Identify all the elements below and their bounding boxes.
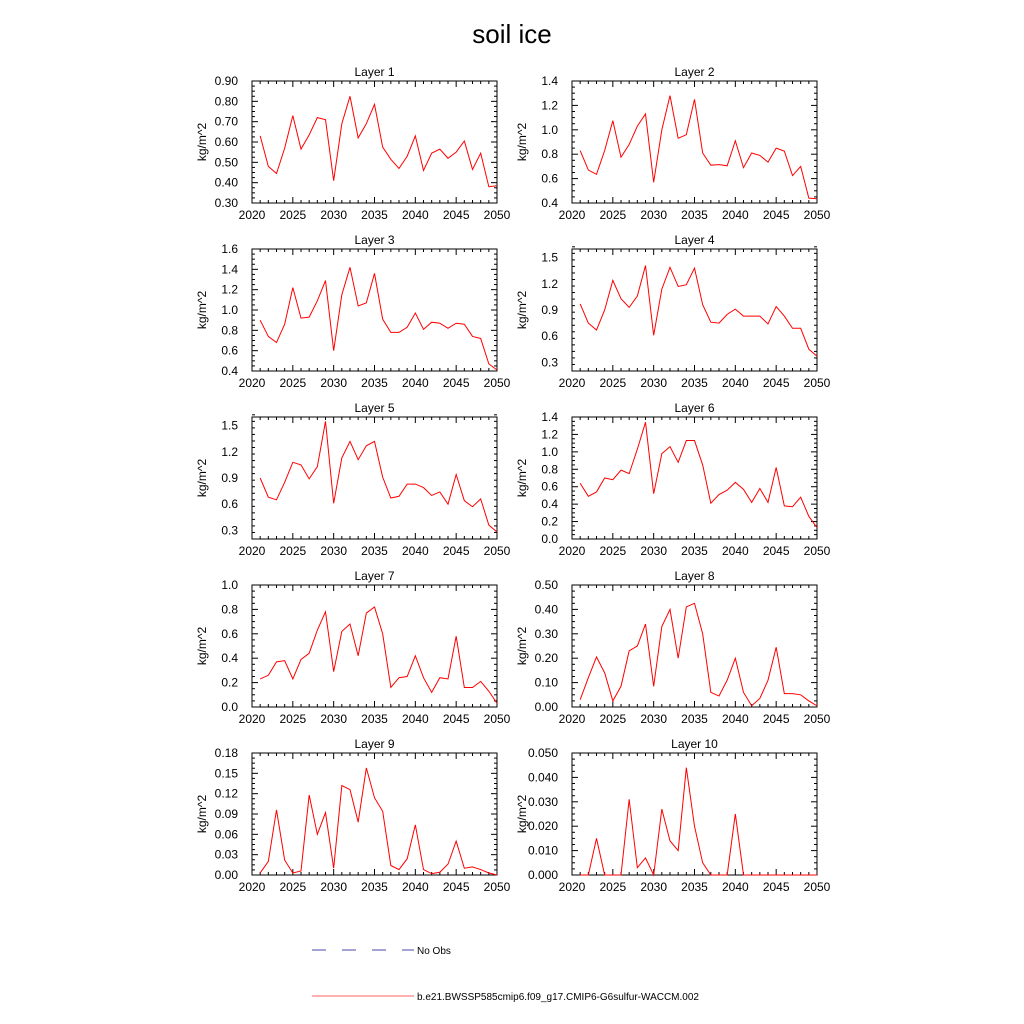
x-tick-label: 2050 — [803, 376, 831, 390]
panel-title: Layer 10 — [671, 737, 718, 751]
y-tick-label: 0.70 — [214, 114, 238, 129]
x-tick-label: 2030 — [320, 208, 348, 222]
y-tick-label: 0.3 — [221, 523, 238, 538]
x-tick-label: 2045 — [442, 544, 470, 558]
series-line — [260, 267, 497, 370]
x-tick-label: 2030 — [640, 208, 668, 222]
figure-title: soil ice — [472, 19, 552, 49]
plot-frame — [572, 753, 817, 875]
y-tick-label: 1.2 — [541, 427, 558, 442]
x-tick-label: 2025 — [599, 880, 627, 894]
x-tick-label: 2035 — [361, 376, 388, 390]
y-axis-label: kg/m^2 — [515, 290, 529, 330]
y-tick-label: 0.6 — [541, 479, 558, 494]
x-tick-label: 2030 — [640, 712, 668, 726]
legend — [312, 946, 699, 1003]
plot-frame — [572, 417, 817, 539]
y-tick-label: 0.2 — [221, 675, 238, 690]
series-line — [260, 96, 497, 186]
y-tick-label: 0.60 — [214, 135, 238, 149]
x-tick-label: 2020 — [558, 712, 586, 726]
y-tick-label: 0.4 — [221, 651, 238, 666]
y-tick-label: 0.30 — [534, 626, 558, 641]
y-tick-label: 0.030 — [527, 794, 558, 809]
x-tick-label: 2030 — [640, 376, 668, 390]
y-tick-label: 1.6 — [221, 242, 238, 256]
y-tick-label: 1.2 — [221, 282, 238, 297]
legend-model-label: b.e21.BWSSP585cmip6.f09_g17.CMIP6-G6sulfur-WACCM.002 — [417, 992, 699, 1003]
y-tick-label: 1.2 — [221, 444, 238, 459]
x-tick-label: 2050 — [803, 544, 831, 558]
panel-title: Layer 1 — [354, 65, 395, 79]
x-tick-label: 2020 — [238, 544, 266, 558]
y-axis-label: kg/m^2 — [515, 122, 529, 162]
y-tick-label: 1.0 — [221, 303, 238, 317]
x-tick-label: 2050 — [483, 880, 511, 894]
y-tick-label: 0.30 — [214, 196, 238, 210]
y-tick-label: 0.3 — [541, 355, 558, 370]
x-tick-label: 2020 — [238, 880, 266, 894]
y-tick-label: 1.2 — [541, 276, 558, 291]
y-tick-label: 0.20 — [534, 651, 558, 666]
y-tick-label: 0.40 — [214, 175, 238, 190]
legend-obs-label: No Obs — [417, 946, 451, 957]
x-tick-label: 2030 — [640, 880, 668, 894]
y-tick-label: 0.0 — [221, 700, 238, 714]
x-tick-label: 2045 — [762, 544, 790, 558]
x-tick-label: 2025 — [279, 376, 307, 390]
panel-layer-9 — [195, 737, 511, 894]
x-tick-label: 2050 — [803, 712, 831, 726]
x-tick-label: 2050 — [483, 208, 511, 222]
y-tick-label: 0.8 — [221, 323, 238, 338]
x-tick-label: 2035 — [681, 376, 708, 390]
y-tick-label: 0.90 — [214, 74, 238, 88]
series-line — [260, 421, 497, 532]
x-tick-label: 2045 — [442, 880, 470, 894]
x-tick-label: 2035 — [681, 544, 708, 558]
plot-frame — [252, 585, 497, 707]
series-line — [580, 768, 817, 875]
y-tick-label: 1.4 — [541, 74, 558, 88]
y-tick-label: 0.03 — [214, 847, 238, 862]
x-tick-label: 2020 — [558, 544, 586, 558]
y-tick-label: 0.6 — [221, 626, 238, 641]
x-tick-label: 2030 — [320, 880, 348, 894]
panel-layer-7 — [195, 569, 511, 726]
panel-title: Layer 2 — [674, 65, 715, 79]
panel-title: Layer 6 — [674, 401, 715, 415]
x-tick-label: 2030 — [640, 544, 668, 558]
series-line — [260, 607, 497, 703]
y-tick-label: 1.5 — [221, 418, 238, 433]
y-axis-label: kg/m^2 — [195, 794, 209, 834]
panel-layer-3 — [195, 233, 511, 390]
series-line — [580, 266, 817, 357]
x-tick-label: 2040 — [721, 712, 749, 726]
x-tick-label: 2025 — [279, 544, 307, 558]
x-tick-label: 2040 — [401, 712, 429, 726]
y-tick-label: 0.6 — [221, 497, 238, 512]
x-tick-label: 2050 — [803, 880, 831, 894]
y-axis-label: kg/m^2 — [195, 122, 209, 162]
x-tick-label: 2020 — [238, 376, 266, 390]
x-tick-label: 2035 — [361, 880, 388, 894]
x-tick-label: 2040 — [401, 208, 429, 222]
y-tick-label: 0.4 — [221, 364, 238, 378]
panel-layer-5 — [195, 401, 511, 558]
panel-layer-8 — [515, 569, 831, 726]
y-tick-label: 0.010 — [527, 843, 558, 858]
y-axis-label: kg/m^2 — [515, 626, 529, 666]
x-tick-label: 2050 — [483, 376, 511, 390]
series-line — [580, 96, 817, 199]
y-tick-label: 0.8 — [221, 602, 238, 617]
x-tick-label: 2050 — [483, 544, 511, 558]
panel-layer-1 — [195, 65, 511, 222]
y-axis-label: kg/m^2 — [195, 626, 209, 666]
plot-frame — [252, 417, 497, 539]
y-tick-label: 0.2 — [541, 514, 558, 529]
panels-grid — [195, 65, 831, 894]
x-tick-label: 2030 — [320, 712, 348, 726]
series-line — [580, 422, 817, 527]
y-tick-label: 0.9 — [221, 471, 238, 485]
panel-layer-6 — [515, 401, 831, 558]
y-tick-label: 0.15 — [214, 766, 238, 781]
x-tick-label: 2050 — [483, 712, 511, 726]
x-tick-label: 2040 — [721, 880, 749, 894]
x-tick-label: 2035 — [681, 880, 708, 894]
y-tick-label: 0.00 — [214, 868, 238, 882]
x-tick-label: 2040 — [721, 376, 749, 390]
y-tick-label: 0.0 — [541, 532, 558, 546]
x-tick-label: 2020 — [238, 712, 266, 726]
x-tick-label: 2025 — [599, 544, 627, 558]
x-tick-label: 2040 — [401, 880, 429, 894]
y-axis-label: kg/m^2 — [195, 458, 209, 498]
panel-title: Layer 4 — [674, 233, 715, 247]
y-tick-label: 1.4 — [541, 410, 558, 424]
y-tick-label: 1.4 — [221, 262, 238, 277]
x-tick-label: 2045 — [442, 376, 470, 390]
y-tick-label: 1.2 — [541, 98, 558, 113]
x-tick-label: 2035 — [681, 208, 708, 222]
series-line — [260, 768, 497, 875]
panel-title: Layer 3 — [354, 233, 395, 247]
y-tick-label: 0.00 — [534, 700, 558, 714]
x-tick-label: 2040 — [401, 544, 429, 558]
x-tick-label: 2040 — [721, 544, 749, 558]
y-tick-label: 0.50 — [214, 155, 238, 170]
x-tick-label: 2035 — [361, 544, 388, 558]
y-tick-label: 0.8 — [541, 462, 558, 477]
plot-frame — [252, 753, 497, 875]
y-tick-label: 0.50 — [534, 578, 558, 592]
x-tick-label: 2030 — [320, 376, 348, 390]
y-tick-label: 0.06 — [214, 827, 238, 842]
x-tick-label: 2040 — [721, 208, 749, 222]
x-tick-label: 2035 — [361, 712, 388, 726]
y-tick-label: 0.6 — [541, 329, 558, 344]
panel-title: Layer 7 — [354, 569, 395, 583]
y-tick-label: 0.040 — [527, 770, 558, 785]
y-tick-label: 0.6 — [221, 343, 238, 358]
panel-title: Layer 9 — [354, 737, 395, 751]
x-tick-label: 2030 — [320, 544, 348, 558]
x-tick-label: 2045 — [762, 208, 790, 222]
x-tick-label: 2025 — [599, 208, 627, 222]
y-tick-label: 1.0 — [541, 444, 558, 459]
panel-layer-10 — [515, 737, 831, 894]
y-tick-label: 0.020 — [527, 819, 558, 834]
y-tick-label: 0.40 — [534, 602, 558, 617]
y-tick-label: 1.0 — [541, 122, 558, 137]
x-tick-label: 2025 — [279, 880, 307, 894]
y-tick-label: 1.5 — [541, 250, 558, 265]
y-tick-label: 0.9 — [541, 303, 558, 317]
x-tick-label: 2020 — [238, 208, 266, 222]
x-tick-label: 2045 — [762, 712, 790, 726]
x-tick-label: 2025 — [599, 712, 627, 726]
y-tick-label: 0.000 — [527, 868, 558, 882]
plot-frame — [252, 249, 497, 371]
y-tick-label: 0.10 — [534, 675, 558, 690]
x-tick-label: 2025 — [599, 376, 627, 390]
x-tick-label: 2025 — [279, 712, 307, 726]
series-line — [580, 603, 817, 705]
x-tick-label: 2045 — [442, 208, 470, 222]
x-tick-label: 2045 — [762, 376, 790, 390]
y-axis-label: kg/m^2 — [195, 290, 209, 330]
x-tick-label: 2020 — [558, 208, 586, 222]
y-tick-label: 0.6 — [541, 171, 558, 186]
y-tick-label: 0.4 — [541, 497, 558, 512]
y-tick-label: 0.8 — [541, 147, 558, 162]
x-tick-label: 2040 — [401, 376, 429, 390]
y-tick-label: 0.18 — [214, 746, 238, 760]
x-tick-label: 2035 — [361, 208, 388, 222]
plot-frame — [252, 81, 497, 203]
panel-layer-4 — [515, 233, 831, 390]
panel-layer-2 — [515, 65, 831, 222]
y-tick-label: 1.0 — [221, 578, 238, 592]
y-tick-label: 0.4 — [541, 196, 558, 210]
x-tick-label: 2045 — [442, 712, 470, 726]
x-tick-label: 2025 — [279, 208, 307, 222]
y-tick-label: 0.09 — [214, 807, 238, 821]
panel-title: Layer 8 — [674, 569, 715, 583]
x-tick-label: 2035 — [681, 712, 708, 726]
y-tick-label: 0.12 — [214, 786, 238, 801]
y-axis-label: kg/m^2 — [515, 794, 529, 834]
y-tick-label: 0.050 — [527, 746, 558, 760]
x-tick-label: 2020 — [558, 376, 586, 390]
x-tick-label: 2050 — [803, 208, 831, 222]
panel-title: Layer 5 — [354, 401, 395, 415]
y-axis-label: kg/m^2 — [515, 458, 529, 498]
x-tick-label: 2045 — [762, 880, 790, 894]
y-tick-label: 0.80 — [214, 94, 238, 109]
x-tick-label: 2020 — [558, 880, 586, 894]
